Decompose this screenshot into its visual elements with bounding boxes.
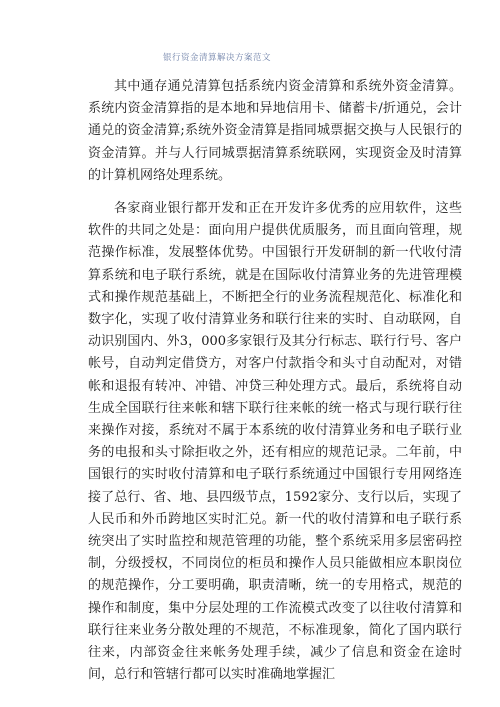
paragraph-1: 其中通存通兑清算包括系统内资金清算和系统外资金清算。系统内资金清算指的是本地和异地信用卡、储蓄卡/折通兑，会计通兑的资金清算;系统外资金清算是指同城票据交换与人民银行的资金清算。并与人行同城票据清算系统联网，实现资金及时清算的计算机网络处理系统。 bbox=[88, 79, 462, 183]
document-body bbox=[88, 76, 462, 686]
paragraph-2: 各家商业银行都开发和正在开发许多优秀的应用软件，这些软件的共同之处是：面向用户提供优质服务，而且面向管理，规范操作标准，发展整体优势。中国银行开发研制的新一代收付清算系统和电子联行系统，就是在国际收付清算业务的先进管理模式和操作规范基础上，不断把全行的业务流程规范化、标准化和数字化，实现了收付清算业务和联行往来的实时、自动联网，自动识别国内、外3，000多家银行及其分行标志、联行行号、客户帐号，自动判定借贷方，对客户付款指令和头寸自动配对，对错帐和退报有转冲、冲错、冲贷三种处理方式。最后，系统将自动生成全国联行往来帐和辖下联行往来帐的统一格式与现行联行往来操作对接，系统对不属于本系统的收付清算业务和电子联行业务的电报和头寸除拒收之外，还有相应的规范记录。二年前，中国银行的实时收付清算和电子联行系统通过中国银行专用网络连接了总行、省、地、县四级节点，1592家分、支行以后，实现了人民币和外币跨地区实时汇兑。新一代的收付清算和电子联行系统突出了实时监控和规范管理的功能，整个系统采用多层密码控制，分级授权，不同岗位的柜员和操作人员只能做相应本职岗位的规范操作，分工要明确，职责清晰，统一的专用格式，规范的操作和制度，集中分层处理的工作流模式改变了以往收付清算和联行往来业务分散处理的不规范，不标准现象，简化了国内联行往来，内部资金往来帐务处理手续，减少了信息和资金在途时间，总行和管辖行都可以实时准确地掌握汇 bbox=[88, 201, 462, 683]
document-header: 银行资金清算解决方案范文 bbox=[163, 53, 272, 63]
